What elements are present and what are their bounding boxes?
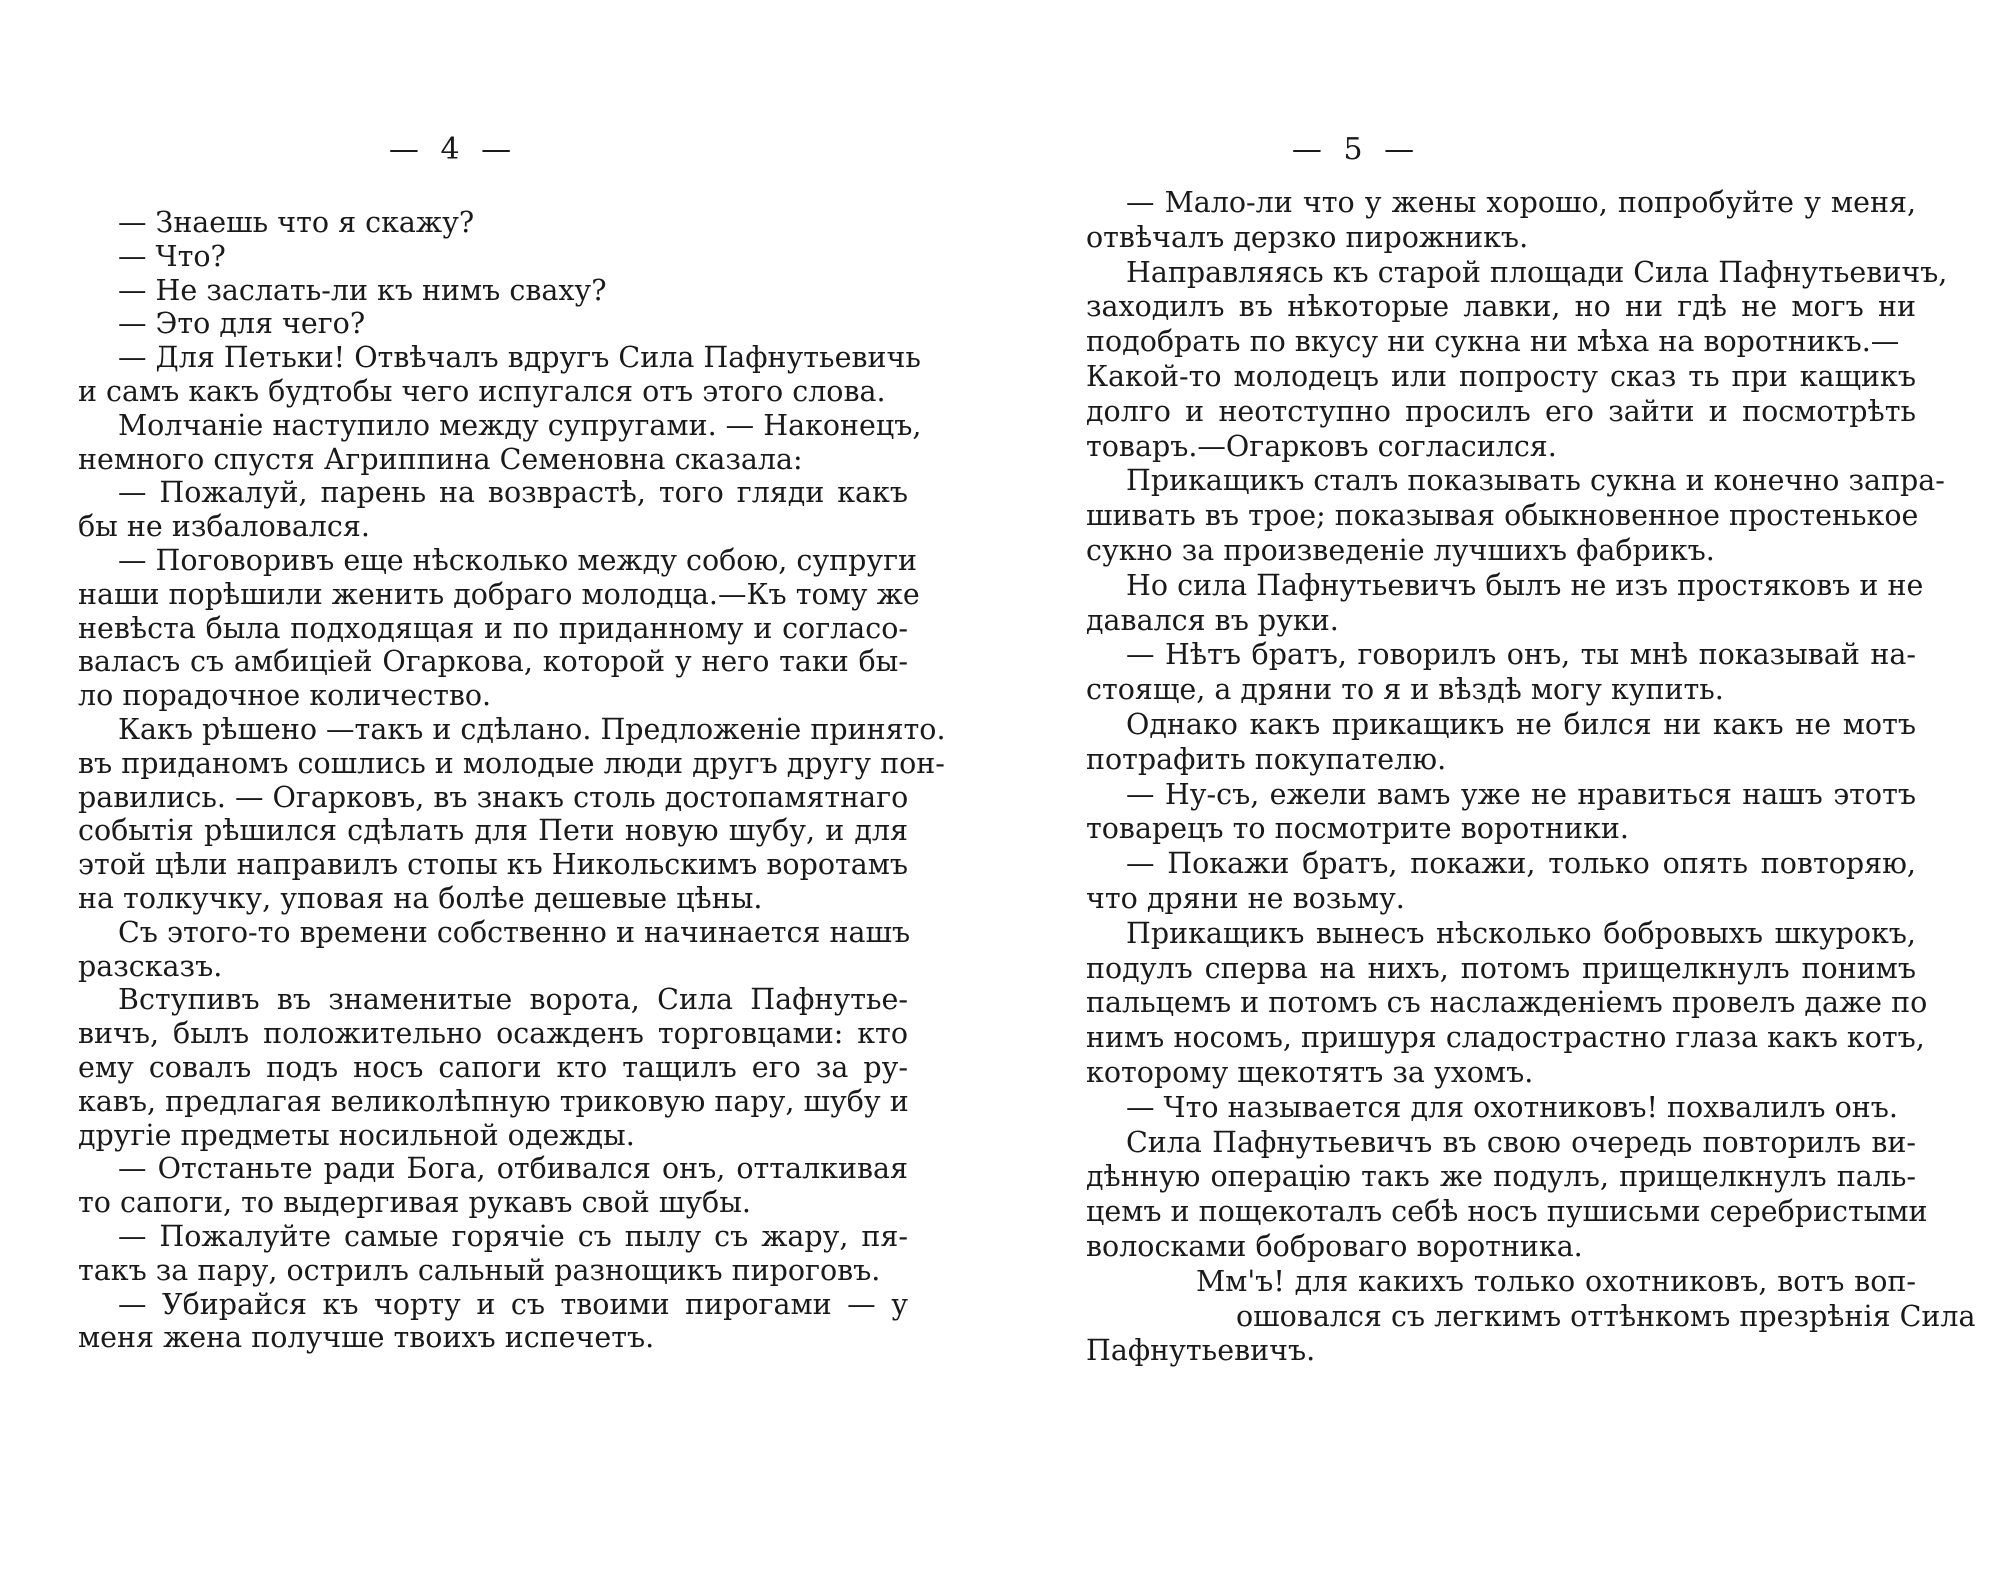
text-line: ло порадочное количество. bbox=[78, 679, 492, 713]
text-line: шивать въ трое; показывая обыкновенное простенькое bbox=[1086, 499, 1919, 533]
text-line: нимъ носомъ, пришуря сладострастно глаза какъ котъ, bbox=[1086, 1021, 1925, 1055]
text-line: заходилъ въ нѣкоторые лавки, но ни гдѣ не могъ ни bbox=[1086, 290, 1916, 324]
text-line: и самъ какъ будтобы чего испугался отъ этого слова. bbox=[78, 374, 886, 408]
text-line: стояще, а дряни то я и вѣздѣ могу купить. bbox=[1086, 673, 1724, 707]
text-line: ошовался съ легкимъ оттѣнкомъ презрѣнія Сила bbox=[1236, 1299, 1976, 1333]
text-line: товаръ.—Огарковъ согласился. bbox=[1086, 429, 1557, 463]
text-line: бы не избаловался. bbox=[78, 510, 370, 544]
text-line: — Для Петьки! Отвѣчалъ вдругъ Сила Пафнутьевичь bbox=[118, 341, 921, 375]
text-line: отвѣчалъ дерзко пирожникъ. bbox=[1086, 220, 1529, 254]
text-line: то сапоги, то выдергивая рукавъ свой шубы. bbox=[78, 1186, 751, 1220]
text-line: валасъ съ амбиціей Огаркова, которой у него таки бы- bbox=[78, 645, 908, 679]
text-line: Мм'ъ! для какихъ только охотниковъ, вотъ воп- bbox=[1196, 1264, 1916, 1298]
text-line: — Знаешь что я скажу? bbox=[118, 206, 475, 239]
text-line: Вступивъ въ знаменитые ворота, Сила Пафнутье- bbox=[118, 983, 908, 1017]
page-text bbox=[78, 206, 946, 1355]
text-line: Какъ рѣшено —такъ и сдѣлано. Предложеніе принято. bbox=[118, 712, 946, 746]
text-line: Направляясь къ старой площади Сила Пафнутьевичъ, bbox=[1126, 255, 1948, 289]
text-line: этой цѣли направилъ стопы къ Никольскимъ воротамъ bbox=[78, 848, 909, 882]
text-line: меня жена получше твоихъ испечетъ. bbox=[78, 1321, 655, 1355]
text-line: на толкучку, уповая на болѣе дешевые цѣны. bbox=[78, 881, 763, 915]
text-line: Пафнутьевичъ. bbox=[1086, 1334, 1316, 1368]
text-line: разсказъ. bbox=[78, 949, 223, 983]
text-line: товарецъ то посмотрите воротники. bbox=[1086, 812, 1629, 846]
text-line: — Нѣтъ братъ, говорилъ онъ, ты мнѣ показывай на- bbox=[1126, 638, 1916, 672]
left-page bbox=[78, 0, 946, 1574]
text-line: Какой-то молодецъ или попросту сказ ть при кащикъ bbox=[1086, 359, 1916, 393]
text-line: — Пожалуйте самые горячіе съ пылу съ жару, пя- bbox=[118, 1219, 908, 1253]
text-line: въ приданомъ сошлись и молодые люди другъ другу пон- bbox=[78, 746, 945, 780]
text-line: подулъ сперва на нихъ, потомъ прищелкнулъ понимъ bbox=[1086, 951, 1916, 985]
text-line: — Ну-съ, ежели вамъ уже не нравиться нашъ этотъ bbox=[1126, 777, 1916, 811]
text-line: — Что? bbox=[118, 239, 226, 273]
text-line: невѣста была подходящая и по приданному и согласо- bbox=[78, 611, 908, 645]
page-text bbox=[1086, 186, 1976, 1369]
text-line: подобрать по вкусу ни сукна ни мѣха на воротникъ.— bbox=[1086, 325, 1900, 359]
text-line: дѣнную операцію такъ же подулъ, прищелкнулъ паль- bbox=[1086, 1160, 1916, 1194]
text-line: Сила Пафнутьевичъ въ свою очередь повторилъ ви- bbox=[1126, 1125, 1916, 1159]
text-line: потрафить покупателю. bbox=[1086, 742, 1447, 776]
text-line: волосками бобровaго воротника. bbox=[1086, 1229, 1583, 1263]
page-number: — 4 — bbox=[388, 132, 518, 167]
text-line: вичъ, былъ положительно осажденъ торговцами: кто bbox=[78, 1017, 908, 1051]
text-line: наши порѣшили женить добраго молодца.—Къ тому же bbox=[78, 577, 920, 611]
text-line: Прикащикъ сталъ показывать сукна и конечно запра- bbox=[1126, 464, 1945, 498]
text-line: давался въ руки. bbox=[1086, 603, 1339, 637]
text-line: — Мало-ли что у жены хорошо, попробуйте у меня, bbox=[1126, 186, 1916, 219]
text-line: — Покажи братъ, покажи, только опять повторяю, bbox=[1126, 847, 1916, 881]
text-line: — Отстаньте ради Бога, отбивался онъ, отталкивая bbox=[118, 1152, 908, 1186]
text-line: сукно за произведеніе лучшихъ фабрикъ. bbox=[1086, 533, 1715, 567]
text-line: — Убирайся къ чорту и съ твоими пирогами — у bbox=[118, 1287, 908, 1321]
text-line: цемъ и пощекоталъ себѣ носъ пушисьми серебристыми bbox=[1086, 1195, 1928, 1229]
right-page bbox=[1086, 0, 1976, 1574]
text-line: — Что называется для охотниковъ! похвалилъ онъ. bbox=[1126, 1090, 1898, 1124]
text-line: Молчаніе наступило между супругами. — Наконецъ, bbox=[118, 408, 922, 442]
text-line: событія рѣшился сдѣлать для Пети новую шубу, и для bbox=[78, 814, 908, 848]
text-line: — Поговоривъ еще нѣсколько между собою, супруги bbox=[118, 543, 918, 577]
text-line: Однако какъ прикащикъ не бился ни какъ не мотъ bbox=[1126, 707, 1916, 741]
text-line: — Не заслать-ли къ нимъ сваху? bbox=[118, 273, 607, 307]
text-line: немного спустя Агриппина Семеновна сказала: bbox=[78, 442, 803, 476]
text-line: равились. — Огарковъ, въ знакъ столь достопамятнаго bbox=[78, 780, 909, 814]
text-line: такъ за пару, острилъ сальный разнощикъ пироговъ. bbox=[78, 1253, 881, 1287]
text-line: Съ этого-то времени собственно и начинается нашъ bbox=[118, 915, 911, 949]
text-line: Прикащикъ вынесъ нѣсколько бобровыхъ шкурокъ, bbox=[1126, 916, 1916, 950]
text-line: — Это для чего? bbox=[118, 307, 366, 341]
text-line: — Пожалуй, парень на возврастѣ, того гляди какъ bbox=[118, 476, 908, 510]
text-line: ему совалъ подъ носъ сапоги кто тащилъ его за ру- bbox=[78, 1050, 908, 1084]
text-line: долго и неотступно просилъ его зайти и посмотрѣть bbox=[1086, 394, 1916, 428]
text-line: которому щекотятъ за ухомъ. bbox=[1086, 1055, 1534, 1089]
page-number: — 5 — bbox=[1291, 132, 1421, 167]
text-line: кавъ, предлагая великолѣпную триковую пару, шубу и bbox=[78, 1084, 909, 1118]
text-line: пальцемъ и потомъ съ наслажденіемъ провелъ даже по bbox=[1086, 986, 1928, 1020]
text-line: что дряни не возьму. bbox=[1086, 881, 1405, 915]
text-line: Но сила Пафнутьевичъ былъ не изъ простяковъ и не bbox=[1126, 568, 1924, 602]
text-line: другіе предметы носильной одежды. bbox=[78, 1118, 635, 1152]
